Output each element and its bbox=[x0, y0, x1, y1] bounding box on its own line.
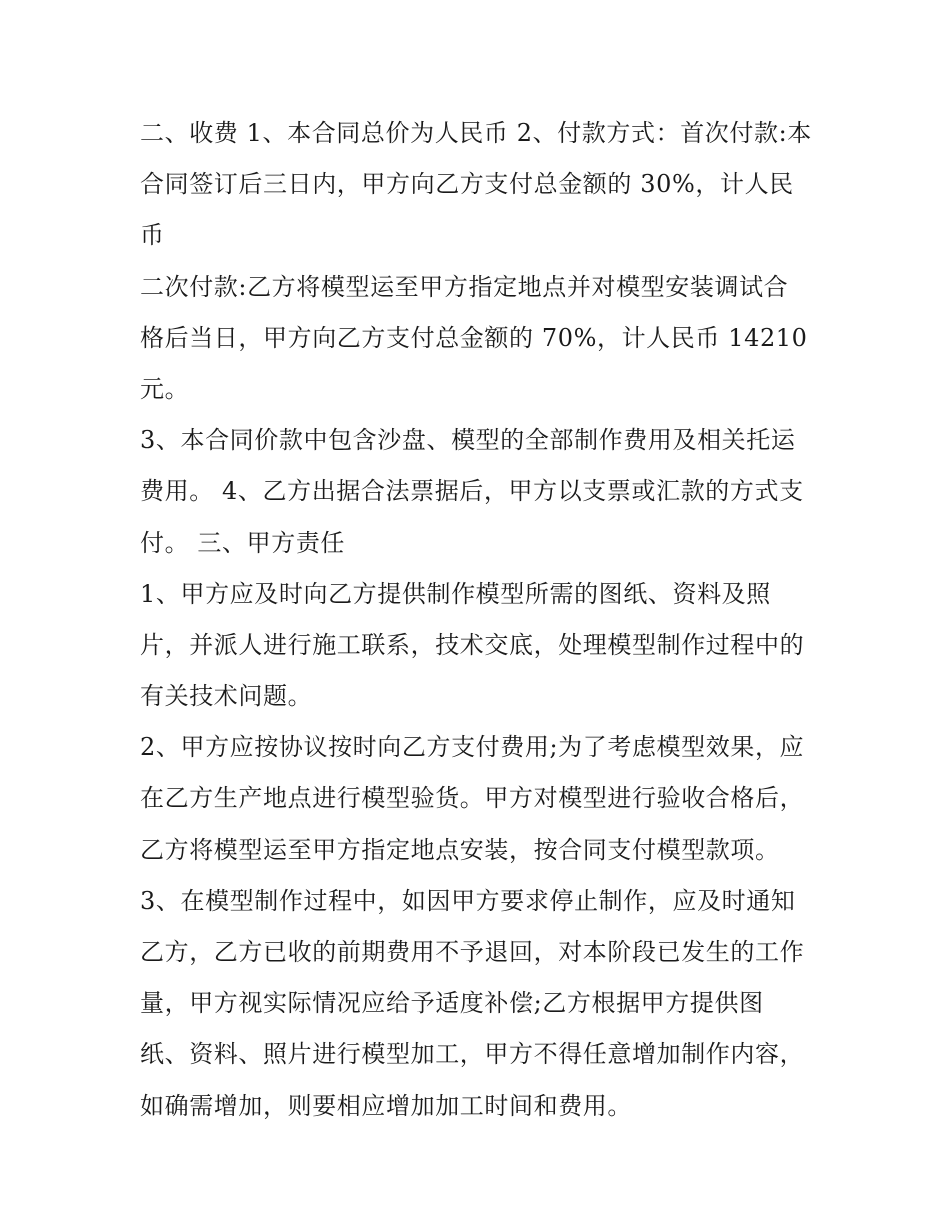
text-line: 在乙方生产地点进行模型验货。甲方对模型进行验收合格后， bbox=[140, 784, 805, 813]
text-line: 二次付款:乙方将模型运至甲方指定地点并对模型安装调试合 bbox=[140, 272, 789, 301]
text-line: 有关技术问题。 bbox=[140, 682, 313, 711]
text-line: 1、甲方应及时向乙方提供制作模型所需的图纸、资料及照 bbox=[140, 579, 771, 608]
text-line: 付。 三、甲方责任 bbox=[140, 528, 346, 557]
text-line: 2、甲方应按协议按时向乙方支付费用;为了考虑模型效果，应 bbox=[140, 733, 805, 762]
text-line: 如确需增加，则要相应增加加工时间和费用。 bbox=[140, 1091, 632, 1120]
text-line: 格后当日，甲方向乙方支付总金额的 70%，计人民币 14210 bbox=[140, 323, 808, 352]
text-line: 合同签订后三日内，甲方向乙方支付总金额的 30%，计人民 bbox=[140, 170, 794, 199]
text-line: 片，并派人进行施工联系，技术交底，处理模型制作过程中的 bbox=[140, 630, 805, 659]
text-line: 元。 bbox=[140, 374, 190, 403]
text-line: 二、收费 1、本合同总价为人民币 2、付款方式：首次付款:本 bbox=[140, 119, 812, 147]
contract-text bbox=[140, 108, 820, 1132]
text-line: 量，甲方视实际情况应给予适度补偿;乙方根据甲方提供图 bbox=[140, 989, 764, 1018]
text-line: 币 bbox=[140, 221, 165, 250]
text-line: 纸、资料、照片进行模型加工，甲方不得任意增加制作内容， bbox=[140, 1040, 805, 1069]
text-line: 乙方将模型运至甲方指定地点安装，按合同支付模型款项。 bbox=[140, 835, 780, 864]
text-line: 费用。 4、乙方出据合法票据后，甲方以支票或汇款的方式支 bbox=[140, 477, 804, 506]
text-line: 乙方，乙方已收的前期费用不予退回，对本阶段已发生的工作 bbox=[140, 938, 805, 966]
text-line: 3、本合同价款中包含沙盘、模型的全部制作费用及相关托运 bbox=[140, 426, 796, 455]
text-line: 3、在模型制作过程中，如因甲方要求停止制作，应及时通知 bbox=[140, 886, 796, 915]
